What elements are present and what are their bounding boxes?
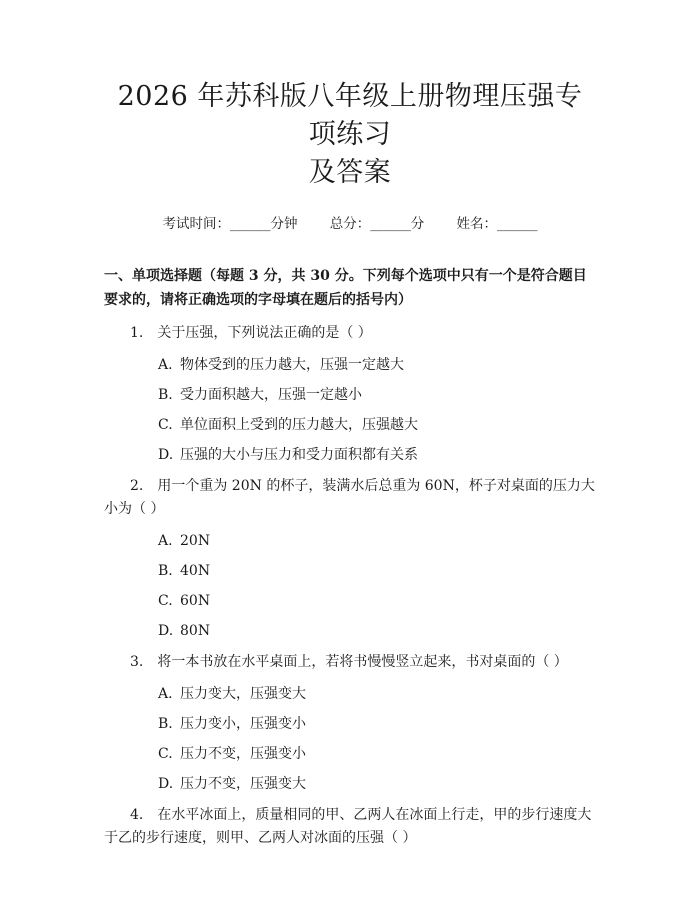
- question-4: [104, 804, 596, 850]
- option-text: 40N: [180, 563, 211, 579]
- question-2: [104, 475, 596, 521]
- section-heading: 一、单项选择题（每题 3 分，共 30 分。下列每个选项中只有一个是符合题目要求的，请将正确选项的字母填在题后的括号内）: [104, 268, 587, 308]
- question-text: 将一本书放在水平桌面上，若将书慢慢竖立起来，书对桌面的（ ）: [157, 654, 568, 670]
- option-text: 物体受到的压力越大，压强一定越大: [180, 357, 404, 373]
- option-c: [104, 591, 596, 611]
- option-text: 压力不变，压强变大: [180, 776, 306, 792]
- question-2-options: [104, 531, 596, 641]
- option-letter: D.: [158, 776, 174, 792]
- option-d: [104, 445, 596, 465]
- question-number: 1.: [130, 325, 144, 341]
- question-number: 4.: [130, 807, 144, 823]
- option-letter: B.: [158, 563, 173, 579]
- option-letter: B.: [158, 387, 173, 403]
- option-letter: C.: [158, 593, 173, 609]
- exam-meta: [104, 214, 596, 234]
- option-text: 60N: [180, 593, 211, 609]
- option-a: [104, 355, 596, 375]
- option-b: [104, 561, 596, 581]
- option-c: [104, 744, 596, 764]
- option-letter: A.: [158, 357, 173, 373]
- title-line-2: 及答案: [308, 157, 392, 188]
- question-1-options: [104, 355, 596, 465]
- question-text: 在水平冰面上，质量相同的甲、乙两人在冰面上行走，甲的步行速度大于乙的步行速度，则甲、乙两人对冰面的压强（ ）: [104, 807, 592, 846]
- option-letter: A.: [158, 533, 173, 549]
- option-text: 压强的大小与压力和受力面积都有关系: [180, 447, 418, 463]
- question-3: [104, 651, 596, 674]
- question-3-options: [104, 684, 596, 794]
- option-letter: D.: [158, 447, 174, 463]
- option-text: 80N: [180, 623, 211, 639]
- total-score: 总分：______分: [329, 216, 425, 232]
- option-letter: C.: [158, 417, 173, 433]
- student-name: 姓名：______: [456, 216, 538, 232]
- option-b: [104, 714, 596, 734]
- option-letter: D.: [158, 623, 174, 639]
- option-text: 20N: [180, 533, 211, 549]
- option-text: 压力不变，压强变小: [180, 746, 306, 762]
- question-number: 3.: [130, 654, 144, 670]
- option-text: 受力面积越大，压强一定越小: [180, 387, 362, 403]
- option-letter: B.: [158, 716, 173, 732]
- option-d: [104, 621, 596, 641]
- option-text: 压力变大，压强变大: [180, 686, 306, 702]
- option-text: 单位面积上受到的压力越大，压强越大: [180, 417, 418, 433]
- option-c: [104, 415, 596, 435]
- document-title: [104, 78, 596, 192]
- option-d: [104, 774, 596, 794]
- option-letter: A.: [158, 686, 173, 702]
- option-a: [104, 531, 596, 551]
- option-text: 压力变小，压强变小: [180, 716, 306, 732]
- title-line-1: 2026 年苏科版八年级上册物理压强专项练习: [117, 81, 583, 150]
- question-text: 关于压强，下列说法正确的是（ ）: [157, 325, 372, 341]
- option-b: [104, 385, 596, 405]
- option-a: [104, 684, 596, 704]
- question-1: [104, 322, 596, 345]
- option-letter: C.: [158, 746, 173, 762]
- question-number: 2.: [130, 478, 144, 494]
- exam-time: 考试时间：______分钟: [162, 216, 298, 232]
- question-text: 用一个重为 20N 的杯子，装满水后总重为 60N，杯子对桌面的压力大小为（ ）: [104, 478, 595, 517]
